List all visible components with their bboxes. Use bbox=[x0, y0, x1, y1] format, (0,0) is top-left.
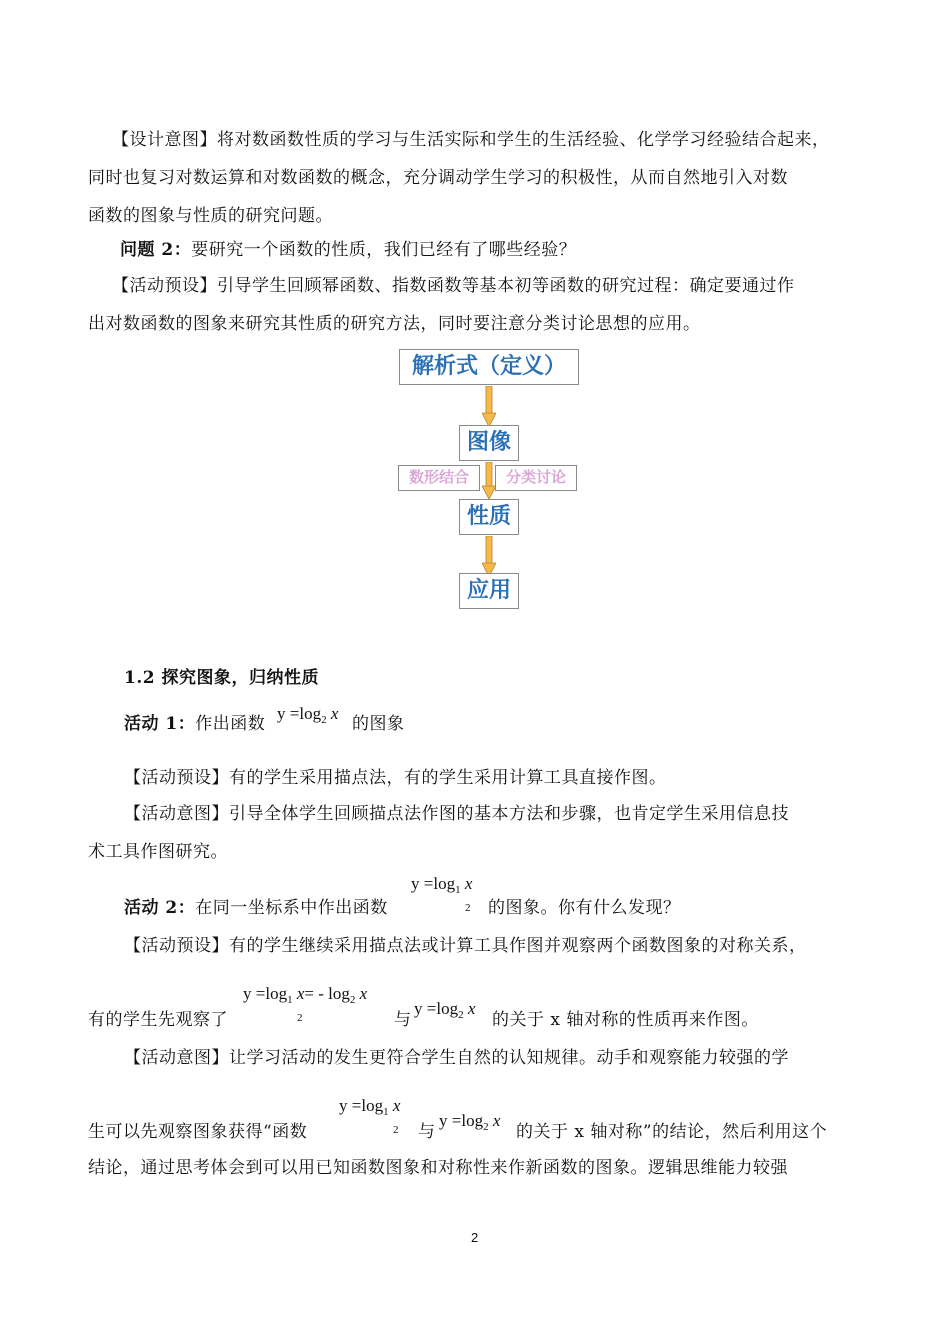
activity-2-preset-before: 有的学生先观察了 bbox=[88, 1010, 228, 1030]
activity-1-intent-line-2: 术工具作图研究。 bbox=[88, 842, 228, 862]
formula-log2x: $y =\log_2$ x bbox=[277, 704, 339, 726]
activity-1-preset: 【活动预设】有的学生采用描点法，有的学生采用计算工具直接作图。 bbox=[124, 768, 667, 788]
activity-2-preset-mid: 与 bbox=[394, 1010, 412, 1030]
activity-preset-line-1: 【活动预设】引导学生回顾幂函数、指数函数等基本初等函数的研究过程：确定要通过作 bbox=[112, 276, 795, 296]
question-2-text: 要研究一个函数的性质，我们已经有了哪些经验？ bbox=[191, 240, 577, 260]
formula-log-half-neg: $y =\log_1$ $x= - \log_2 x$ bbox=[243, 984, 368, 1006]
page-number: 2 bbox=[471, 1230, 479, 1245]
design-intent-line-2: 同时也复习对数运算和对数函数的概念，充分调动学生学习的积极性，从而自然地引入对数 bbox=[88, 168, 788, 188]
activity-2-intent-mid: 与 bbox=[418, 1122, 436, 1142]
activity-2-preset-after: 的关于 x 轴对称的性质再来作图。 bbox=[492, 1010, 759, 1030]
base-half-denominator-3: 2 bbox=[393, 1124, 399, 1136]
tag-number-shape: 数形结合 bbox=[398, 465, 480, 491]
flow-arrow-1 bbox=[482, 386, 496, 428]
activity-1-intent-line-1: 【活动意图】引导全体学生回顾描点法作图的基本方法和步骤，也肯定学生采用信息技 bbox=[124, 804, 789, 824]
question-2 bbox=[120, 238, 576, 262]
tag-classification: 分类讨论 bbox=[495, 465, 577, 491]
flow-arrow-2 bbox=[482, 462, 496, 500]
flow-arrow-3 bbox=[482, 536, 496, 578]
formula-log2x-2: $y =\log_2$ x bbox=[414, 999, 476, 1021]
flow-box-properties: 性质 bbox=[459, 499, 519, 535]
flow-box-definition: 解析式（定义） bbox=[399, 349, 579, 385]
design-intent-line-3: 函数的图象与性质的研究问题。 bbox=[88, 206, 333, 226]
activity-2 bbox=[124, 896, 388, 920]
base-half-denominator: 2 bbox=[465, 902, 471, 914]
activity-2-intent-line-3: 结论，通过思考体会到可以用已知函数图象和对称性来作新函数的图象。逻辑思维能力较强 bbox=[88, 1158, 788, 1178]
activity-preset-line-2: 出对数函数的图象来研究其性质的研究方法，同时要注意分类讨论思想的应用。 bbox=[88, 314, 701, 334]
activity-1-label: 活动 1： bbox=[124, 714, 196, 734]
formula-log-half-x: $y =\log_1$ x bbox=[411, 874, 473, 896]
activity-2-before: 在同一坐标系中作出函数 bbox=[195, 898, 388, 918]
formula-log2x-3: $y =\log_2$ x bbox=[439, 1111, 501, 1133]
formula-log-half-x-2: $y =\log_1$ x bbox=[339, 1096, 401, 1118]
activity-1-before: 作出函数 bbox=[195, 714, 266, 734]
activity-2-intent-after: 的关于 x 轴对称”的结论，然后利用这个 bbox=[516, 1122, 828, 1142]
activity-2-intent-before: 生可以先观察图象获得“函数 bbox=[88, 1122, 308, 1142]
activity-2-preset-line-1: 【活动预设】有的学生继续采用描点法或计算工具作图并观察两个函数图象的对称关系， bbox=[124, 936, 807, 956]
activity-1-after: 的图象 bbox=[352, 714, 405, 734]
flow-box-application: 应用 bbox=[459, 573, 519, 609]
activity-2-after: 的图象。你有什么发现？ bbox=[488, 898, 681, 918]
activity-1 bbox=[124, 712, 265, 736]
design-intent-line-1: 【设计意图】将对数函数性质的学习与生活实际和学生的生活经验、化学学习经验结合起来， bbox=[112, 130, 830, 150]
section-title: 1.2 探究图象，归纳性质 bbox=[124, 668, 319, 688]
base-half-denominator-2: 2 bbox=[297, 1012, 303, 1024]
question-2-label: 问题 2： bbox=[120, 240, 192, 260]
activity-2-intent-line-1: 【活动意图】让学习活动的发生更符合学生自然的认知规律。动手和观察能力较强的学 bbox=[124, 1048, 789, 1068]
flow-box-graph: 图像 bbox=[459, 425, 519, 461]
activity-2-label: 活动 2： bbox=[124, 898, 196, 918]
